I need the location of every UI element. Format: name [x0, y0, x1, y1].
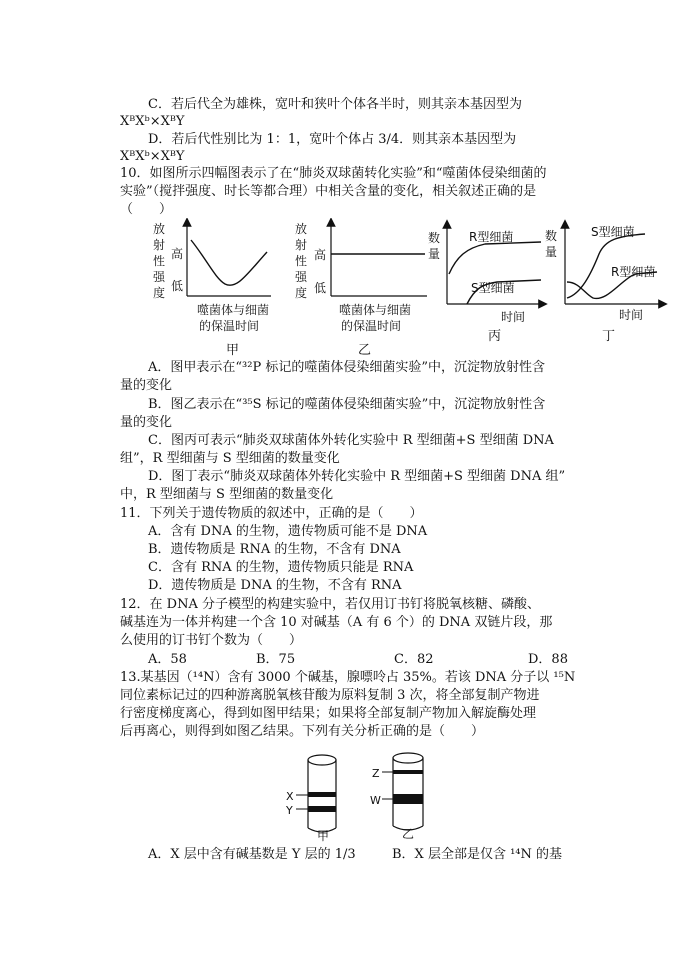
q10-option-a-line2: 量的变化: [120, 378, 173, 393]
tube-yi-label-z: Z: [372, 767, 380, 780]
q13-stem-line3: 行密度梯度离心，得到如图甲结果；如果将全部复制产物加入解旋酶处理: [120, 706, 537, 721]
q11-option-d: D．遗传物质是 DNA 的生物，不含有 RNA: [148, 578, 402, 593]
yi-low-label: 低: [314, 281, 327, 295]
q10-option-d-line1: D．图丁表示“肺炎双球菌体外转化实验中 R 型细菌+S 型细菌 DNA 组”: [148, 469, 566, 484]
yi-high-label: 高: [314, 248, 327, 262]
jia-low-label: 低: [171, 279, 184, 293]
q10-stem-line1: 10．如图所示四幅图表示了在“肺炎双球菌转化实验”和“噬菌体侵染细菌的: [120, 166, 547, 181]
ding-s-label: S型细菌: [591, 225, 635, 239]
q13-stem-line4: 后再离心，则得到如图乙结果。下列有关分析正确的是（ ）: [120, 724, 485, 739]
ding-r-label: R型细菌: [611, 265, 656, 279]
bing-s-label: S型细菌: [471, 281, 515, 295]
ding-xlabel: 时间: [619, 308, 644, 322]
q13-stem-line1: 13.某基因（¹⁴N）含有 3000 个碱基，腺嘌呤占 35%。若该 DNA 分子以 ¹⁵N: [120, 670, 576, 685]
q10-option-c-line2: 组”，R 型细菌与 S 型细菌的数量变化: [120, 451, 340, 466]
yi-ylabel-3: 性: [295, 254, 308, 268]
tube-jia: [285, 755, 336, 843]
yi-ylabel-1: 放: [295, 222, 308, 236]
q12-stem-line3: 么使用的订书钉个数为（ ）: [120, 633, 303, 648]
tube-jia-label-y: Y: [286, 804, 293, 817]
q9-option-d-line1: D．若后代性别比为 1：1，宽叶个体占 3/4．则其亲本基因型为: [148, 132, 517, 147]
tube-jia-band-x: [308, 792, 336, 797]
jia-xlabel-2: 的保温时间: [199, 319, 260, 333]
tube-yi-band-w: [393, 794, 423, 804]
q13-option-a: A．X 层中含有碱基数是 Y 层的 1/3: [148, 847, 356, 862]
ding-ylabel-2: 量: [545, 245, 558, 259]
ding-ylabel-1: 数: [545, 229, 558, 243]
q11-option-b: B．遗传物质是 RNA 的生物，不含有 DNA: [148, 542, 401, 557]
jia-ylabel-4: 强: [153, 270, 166, 284]
q12-option-c: C．82: [394, 652, 434, 667]
jia-xlabel-1: 噬菌体与细菌: [197, 303, 270, 317]
yi-ylabel-4: 强: [295, 270, 308, 284]
yi-ylabel-2: 射: [295, 238, 308, 252]
tube-yi-band-z: [393, 770, 423, 774]
tube-yi-label-w: W: [370, 794, 381, 807]
q10-option-b-line1: B．图乙表示在“³⁵S 标记的噬菌体侵染细菌实验”中，沉淀物放射性含: [148, 397, 546, 412]
q13-option-b: B．X 层全部是仅含 ¹⁴N 的基: [392, 847, 563, 862]
q10-option-a-line1: A．图甲表示在“³²P 标记的噬菌体侵染细菌实验”中，沉淀物放射性含: [148, 360, 545, 375]
jia-ylabel-3: 性: [153, 254, 166, 268]
caption-jia: 甲: [226, 343, 240, 358]
jia-high-label: 高: [171, 247, 184, 261]
jia-ylabel-2: 射: [153, 238, 166, 252]
q11-option-c: C．含有 RNA 的生物，遗传物质只能是 RNA: [148, 560, 414, 575]
bing-ylabel-1: 数: [428, 231, 441, 245]
q12-stem-line1: 12．在 DNA 分子模型的构建实验中，若仅用订书钉将脱氧核糖、磷酸、: [120, 597, 540, 612]
q11-stem: 11．下列关于遗传物质的叙述中，正确的是（ ）: [120, 506, 423, 521]
jia-ylabel-5: 度: [153, 286, 166, 300]
q13-stem-line2: 同位素标记过的四种游离脱氧核苷酸为原料复制 3 次，将全部复制产物进: [120, 688, 540, 703]
q12-option-d: D．88: [528, 652, 568, 667]
jia-curve: [191, 240, 267, 285]
figure-jia: [153, 222, 271, 333]
bing-r-label: R型细菌: [469, 230, 514, 244]
q12-option-a: A．58: [148, 652, 187, 667]
figure-yi: [295, 222, 427, 333]
q13-tube-figures: [280, 748, 450, 844]
tube-yi: [370, 753, 423, 841]
q10-option-d-line2: 中，R 型细菌与 S 型细菌的数量变化: [120, 487, 334, 502]
figure-ding: [545, 224, 663, 322]
q9-option-c-line2: XᴮXᵇ×XᴮY: [120, 114, 185, 129]
yi-xlabel-2: 的保温时间: [341, 319, 402, 333]
tube-jia-band-y: [308, 806, 336, 812]
q10-option-c-line1: C．图丙可表示“肺炎双球菌体外转化实验中 R 型细菌+S 型细菌 DNA: [148, 433, 554, 448]
bing-r-curve: [449, 242, 541, 274]
caption-ding: 丁: [602, 329, 616, 344]
tube-jia-label-x: X: [286, 790, 294, 803]
bing-ylabel-2: 量: [428, 247, 441, 261]
q12-option-b: B．75: [256, 652, 296, 667]
caption-bing: 丙: [488, 329, 502, 344]
q12-stem-line2: 碱基连为一体并构建一个含 10 对碱基（A 有 6 个）的 DNA 双链片段，那: [120, 615, 553, 630]
q9-option-c-line1: C．若后代全为雄株，宽叶和狭叶个体各半时，则其亲本基因型为: [148, 97, 522, 112]
tube-jia-caption: 甲: [317, 829, 330, 843]
yi-xlabel-1: 噬菌体与细菌: [339, 303, 412, 317]
q10-stem-line2: 实验”（搅拌强度、时长等都合理）中相关含量的变化，相关叙述正确的是: [120, 184, 537, 199]
tube-yi-caption: 乙: [402, 827, 415, 841]
caption-yi: 乙: [358, 343, 372, 358]
q10-option-b-line2: 量的变化: [120, 415, 173, 430]
q11-option-a: A．含有 DNA 的生物，遗传物质可能不是 DNA: [148, 524, 428, 539]
bing-xlabel: 时间: [501, 310, 526, 324]
yi-ylabel-5: 度: [295, 286, 308, 300]
q10-stem-line3: （ ）: [120, 202, 173, 217]
q9-option-d-line2: XᴮXᵇ×XᴮY: [120, 149, 185, 164]
jia-ylabel-1: 放: [153, 222, 166, 236]
figure-bing: [428, 224, 543, 324]
